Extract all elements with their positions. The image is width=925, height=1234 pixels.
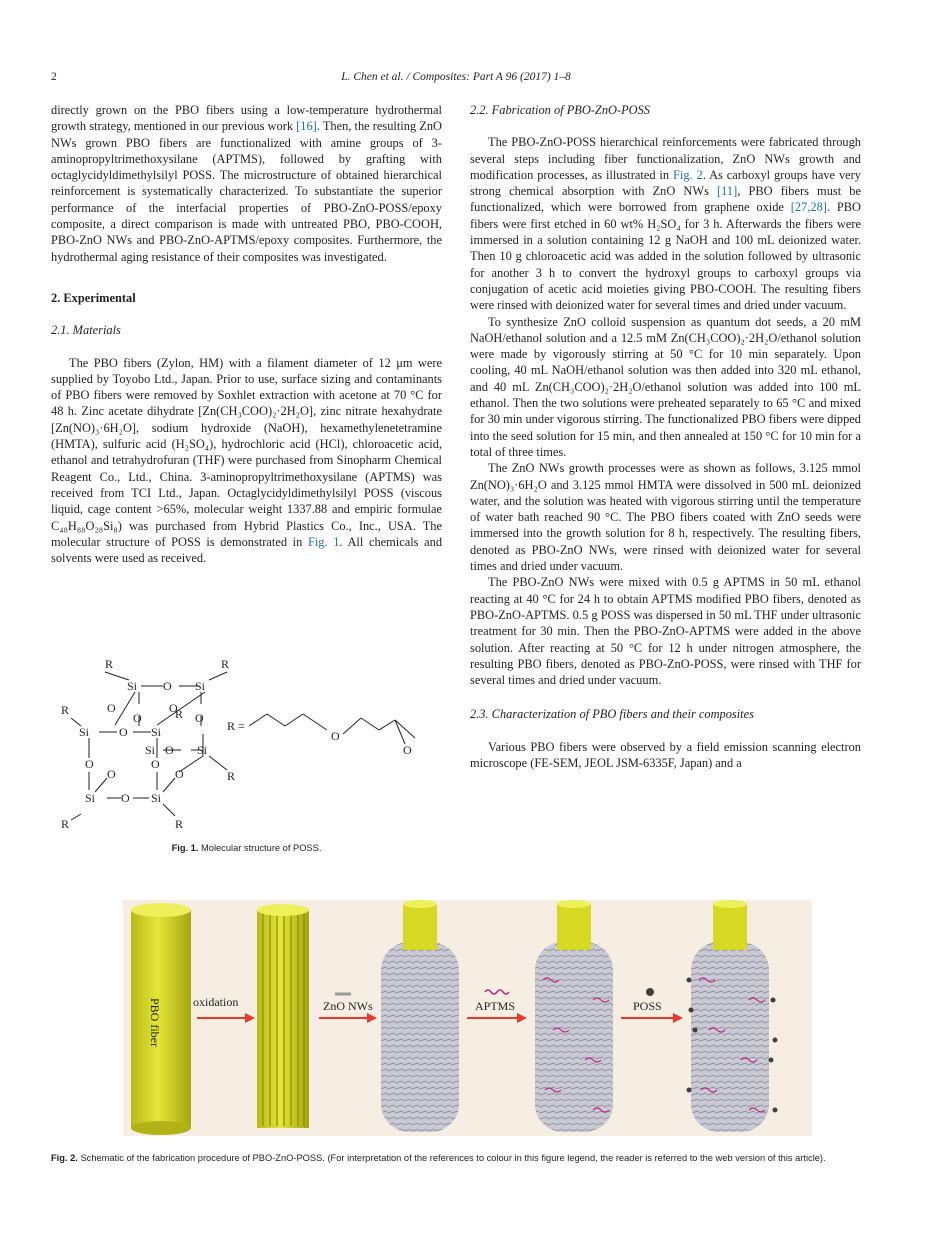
fabrication-paragraph-3: The ZnO NWs growth processes were as shown as follows, 3.125 mmol Zn(NO)₃·6H₂O and 3.125 mmol HMTA were dissolved in 500 mL deionized water, and the solution was heated with vigorous stirring until the temperature of water bath reached 90 °C. The PBO fibers coated with ZnO seeds were immersed into the growth solution for 8 h, respectively. The resulting fibers, denoted as PBO-ZnO NWs, were rinsed with deionized water for several times and dried under vacuum.: [470, 461, 861, 574]
page-number: 2: [51, 71, 57, 83]
atom-o: O: [119, 725, 128, 739]
poss-structure-diagram: [51, 650, 442, 840]
step-zno-label: ZnO NWs: [323, 999, 373, 1013]
step-oxidation-label: oxidation: [193, 995, 239, 1009]
atom-o: O: [331, 729, 340, 743]
figure-2-caption-text: Schematic of the fabrication procedure of PBO-ZnO-POSS. (For interpretation of the references to colour in this figure legend, the reader is referred to the web version of this article).: [80, 1153, 826, 1163]
running-header: [51, 71, 861, 87]
materials-paragraph: The PBO fibers (Zylon, HM) with a filament diameter of 12 μm were supplied by Toyobo Ltd., Japan. Prior to use, surface sizing and contaminants of PBO fibers were removed by Soxhlet extraction with acetone at 70 °C for 48 h. Zinc acetate dihydrate [Zn(CH₃COO)₂·2H₂O], zinc nitrate hexahydrate [Zn(NO)₃·6H₂O], sodium hydroxide (NaOH), hexamethylenetetramine (HMTA), sulfuric acid (H₂SO₄), hydrochloric acid (HCl), chloroacetic acid, ethanol and tetrahydrofuran (THF) were purchased from Sinopharm Chemical Reagent Co., Ltd., China. 3-aminopropyltrimethoxysilane (APTMS) was received from TCI Ltd., Japan. Octaglycidyldimethylsilyl POSS (viscous liquid, cage content >65%, molecular weight 1337.88 and empiric formulae C₄₈H₈₈O₂₈Si₈) was purchased from Hybrid Plastics Co., Inc., USA. The molecular structure of POSS is demonstrated in Fig. 1. All chemicals and solvents were used as received.: [51, 355, 443, 566]
step-poss-label: POSS: [633, 999, 662, 1013]
step-aptms-label: APTMS: [475, 999, 516, 1013]
r-group-label: R =: [227, 719, 245, 733]
subsection-title-characterization: 2.3. Characterization of PBO fibers and their composites: [470, 707, 754, 722]
atom-r: R: [175, 707, 184, 721]
atom-o: O: [107, 767, 116, 781]
atom-r: R: [227, 769, 236, 783]
fig2-link[interactable]: Fig. 2: [672, 167, 703, 182]
atom-o: O: [175, 767, 184, 781]
ref-link-27-28[interactable]: [27,28]: [790, 200, 827, 215]
fabrication-paragraph-2: To synthesize ZnO colloid suspension as quantum dot seeds, a 20 mM NaOH/ethanol solution and a 12.5 mM Zn(CH₃COO)₂·2H₂O/ethanol solution were made by vigorously stirring at 50 °C for 10 min separately. Upon cooling, 40 mL NaOH/ethanol solution was then added into 320 mL ethanol, and 40 mL Zn(CH₃COO)₂·2H₂O/ethanol solution was added into 100 mL ethanol. Then the two solutions were preheated separately to 65 °C and mixed for 30 min under vigorous stirring. The functionalized PBO fibers were dipped into the seed solution for 15 min, and then annealed at 150 °C for 10 min for a total of three times.: [470, 314, 861, 459]
poss-molecule-icon: [646, 988, 654, 996]
subsection-title-materials: 2.1. Materials: [51, 323, 121, 338]
atom-r: R: [61, 817, 70, 831]
atom-r: R: [221, 657, 230, 671]
atom-si: Si: [127, 679, 138, 693]
atom-si: Si: [145, 743, 156, 757]
figure-1-caption-text: Molecular structure of POSS.: [201, 843, 322, 853]
atom-si: Si: [195, 679, 206, 693]
left-column: [51, 102, 442, 566]
atom-si: Si: [151, 791, 162, 805]
figure-2: [123, 900, 812, 1136]
ref-link-11[interactable]: [11]: [717, 184, 738, 199]
figure-1: [51, 650, 442, 860]
atom-o: O: [195, 711, 204, 725]
pbo-fiber-label: PBO fiber: [148, 998, 162, 1047]
fig1-link[interactable]: Fig. 1: [307, 534, 340, 549]
atom-si: Si: [197, 743, 208, 757]
atom-r: R: [61, 703, 70, 717]
atom-o: O: [121, 791, 130, 805]
atom-o: O: [133, 711, 142, 725]
fabrication-schematic: [123, 900, 812, 1136]
figure-1-caption: [51, 842, 442, 854]
subsection-title-fabrication: 2.2. Fabrication of PBO-ZnO-POSS: [470, 103, 650, 117]
atom-si: Si: [85, 791, 96, 805]
atom-r: R: [105, 657, 114, 671]
atom-si: Si: [151, 725, 162, 739]
characterization-paragraph: Various PBO fibers were observed by a field emission scanning electron microscope (FE-SEM, JEOL JSM-6335F, Japan) and a: [470, 739, 861, 770]
figure-2-caption: [51, 1152, 861, 1164]
pbo-fiber-oxidized: [257, 904, 309, 1128]
intro-paragraph: directly grown on the PBO fibers using a low-temperature hydrothermal growth strategy, mentioned in our previous work [16]. Then, the resulting ZnO NWs grown PBO fibers are functionalized with amine groups of 3-aminopropyltrimethoxysilane (APTMS), followed by grafting with octaglycidyldimethylsilyl POSS. The microstructure of obtained hierarchical reinforcement is systematically characterized. To substantiate the superior performance of the interfacial properties of PBO-ZnO-POSS/epoxy composite, a direct comparison is made with untreated PBO, PBO-COOH, PBO-ZnO NWs and PBO-ZnO-APTMS/epoxy composites. Furthermore, the hydrothermal aging resistance of their composites was investigated.: [51, 103, 442, 264]
atom-o: O: [151, 757, 160, 771]
atom-si: Si: [79, 725, 90, 739]
figure-1-label: Fig. 1.: [171, 843, 199, 853]
fabrication-paragraph-1: The PBO-ZnO-POSS hierarchical reinforcements were fabricated through several steps including fiber functionalization, ZnO NWs growth and modification processes, as illustrated in Fig. 2. As carboxyl groups have very strong chemical absorption with ZnO NWs [11], PBO fibers must be functionalized, which were borrowed from graphene oxide [27,28]. PBO fibers were first etched in 60 wt% H₂SO₄ for 3 h. Afterwards the fibers were immersed in a solution containing 12 g NaOH and 100 mL deionized water. Then 10 g chloroacetic acid was added in the solution followed by ultrasonic for another 3 h to convert the hydroxyl groups to carboxyl groups via conjugation of acetic acid moieties giving PBO-COOH. The resulting fibers were rinsed with deionized water for several times and dried under vacuum.: [470, 135, 861, 313]
atom-o: O: [169, 701, 178, 715]
atom-o: O: [107, 701, 116, 715]
right-column: [470, 102, 861, 771]
atom-o: O: [403, 743, 412, 757]
figure-2-label: Fig. 2.: [51, 1153, 78, 1163]
atom-r: R: [175, 817, 184, 831]
ref-link-16[interactable]: [16]: [296, 119, 317, 134]
section-title-experimental: 2. Experimental: [51, 290, 136, 305]
fabrication-paragraph-4: The PBO-ZnO NWs were mixed with 0.5 g APTMS in 50 mL ethanol reacting at 40 °C for 24 h to obtain APTMS modified PBO fibers, denoted as PBO-ZnO-APTMS. 0.5 g POSS was dispersed in 50 mL THF under ultrasonic treatment for 30 min. Then the PBO-ZnO-APTMS were added in the above solution. After reacting at 50 °C for 12 h under nitrogen atmosphere, the resulting PBO fibers, denoted as PBO-ZnO-POSS, were rinsed with THF for several times and dried under vacuum.: [470, 575, 861, 688]
journal-citation: L. Chen et al. / Composites: Part A 96 (2017) 1–8: [341, 71, 571, 83]
atom-o: O: [163, 679, 172, 693]
atom-o: O: [165, 743, 174, 757]
atom-o: O: [85, 757, 94, 771]
